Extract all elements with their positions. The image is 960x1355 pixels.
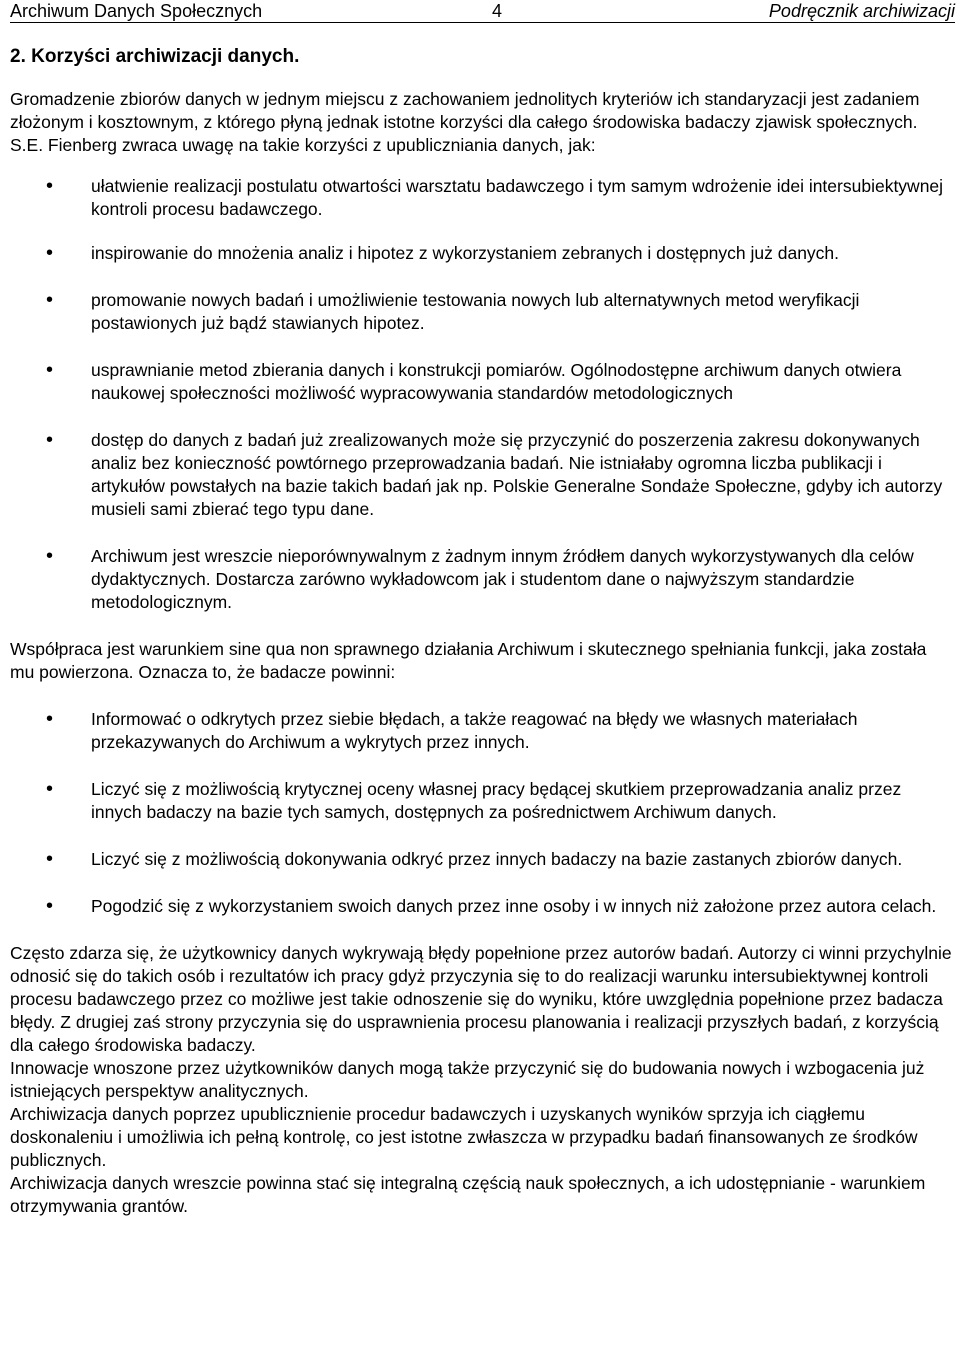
- page-number: 4: [492, 1, 503, 21]
- closing-paragraph: Archiwizacja danych poprzez upublicznienie procedur badawczych i uzyskanych wyników sprzyja ich ciągłemu doskonaleniu i umożliwia ich pełną kontrolę, co jest istotne zwłaszcza w przypadku badań finansowanych ze środków publicznych.: [10, 1104, 918, 1170]
- list-item-text: Archiwum jest wreszcie nieporównywalnym z żadnym innym źródłem danych wykorzystywanych dla celów dydaktycznych. Dostarcza zarówno wykładowcom jak i studentom dane o najwyższym standardzie metodologicznym.: [91, 546, 914, 612]
- bullet-icon: •: [46, 242, 54, 264]
- section-title: 2. Korzyści archiwizacji danych.: [10, 46, 300, 67]
- list-item: [10, 289, 955, 335]
- list-item: [10, 242, 955, 265]
- list-item-text: inspirowanie do mnożenia analiz i hipotez z wykorzystaniem zebranych i dostępnych już danych.: [91, 243, 840, 263]
- bullet-icon: •: [46, 895, 54, 917]
- bullet-icon: •: [46, 289, 54, 311]
- bullet-icon: •: [46, 708, 54, 730]
- list-item-text: Informować o odkrytych przez siebie błędach, a także reagować na błędy we własnych materiałach przekazywanych do Archiwum a wykrytych przez innych.: [91, 709, 858, 752]
- list-item: [10, 429, 955, 521]
- bullet-icon: •: [46, 545, 54, 567]
- list-item: [10, 359, 955, 405]
- header-title: Archiwum Danych Społecznych: [10, 1, 263, 21]
- list-item-text: Liczyć się z możliwością dokonywania odkryć przez innych badaczy na bazie zastanych zbiorów danych.: [91, 849, 903, 869]
- bullet-icon: •: [46, 848, 54, 870]
- list-item: [10, 848, 955, 871]
- list-item: [10, 778, 955, 824]
- list-item-text: Liczyć się z możliwością krytycznej oceny własnej pracy będącej skutkiem przeprowadzania analiz przez innych badaczy na bazie tych samych, dostępnych za pośrednictwem Archiwum danych.: [91, 779, 902, 822]
- cooperation-paragraph: Współpraca jest warunkiem sine qua non sprawnego działania Archiwum i skutecznego spełniania funkcji, jaka została mu powierzona. Oznacza to, że badacze powinni:: [10, 639, 927, 682]
- researcher-duties-list: [10, 708, 955, 918]
- benefits-list: [10, 175, 955, 614]
- closing-paragraph: Często zdarza się, że użytkownicy danych wykrywają błędy popełnione przez autorów badań. Autorzy ci winni przychylnie odnosić się do takich osób i rezultatów ich pracy gdyż przyczynia się to do realizacji warunku intersubiektywnej kontroli procesu badawczego przez co możliwe jest takie odnoszenie się do wyniku, które uwzględnia popełnione przez badacza błędy. Z drugiej zaś strony przyczynia się do usprawnienia procesu planowania i realizacji przyszłych badań, z korzyścią dla całego środowiska badaczy.: [10, 943, 952, 1055]
- intro-paragraph: Gromadzenie zbiorów danych w jednym miejscu z zachowaniem jednolitych kryteriów ich standaryzacji jest zadaniem złożonym i kosztownym, z którego płyną jednak istotne korzyści dla całego środowiska badaczy zjawisk społecznych.: [10, 89, 920, 132]
- intro-lead-paragraph: S.E. Fienberg zwraca uwagę na takie korzyści z upubliczniania danych, jak:: [10, 135, 596, 155]
- closing-paragraph: Archiwizacja danych wreszcie powinna stać się integralną częścią nauk społecznych, a ich udostępnianie - warunkiem otrzymywania grantów.: [10, 1173, 926, 1216]
- bullet-icon: •: [46, 175, 54, 197]
- bullet-icon: •: [46, 359, 54, 381]
- bullet-icon: •: [46, 778, 54, 800]
- list-item-text: usprawnianie metod zbierania danych i konstrukcji pomiarów. Ogólnodostępne archiwum danych otwiera naukowej społeczności możliwość wypracowywania standardów metodologicznych: [91, 360, 902, 403]
- header-document-name: Podręcznik archiwizacji: [768, 1, 955, 21]
- list-item: [10, 175, 955, 221]
- list-item: [10, 545, 955, 614]
- closing-paragraph: Innowacje wnoszone przez użytkowników danych mogą także przyczynić się do budowania nowych i wzbogacenia już istniejących perspektyw analitycznych.: [10, 1058, 925, 1101]
- list-item: [10, 895, 955, 918]
- bullet-icon: •: [46, 429, 54, 451]
- document-body: [10, 46, 955, 1218]
- list-item-text: dostęp do danych z badań już zrealizowanych może się przyczynić do poszerzenia zakresu dokonywanych analiz bez konieczność powtórnego przeprowadzania badań. Nie istniałaby ogromna liczba publikacji i artykułów powstałych na bazie takich badań jak np. Polskie Generalne Sondaże Społeczne, gdyby ich autorzy musieli sami zbierać tego typu dane.: [91, 430, 943, 519]
- list-item: [10, 708, 955, 754]
- page-header: [10, 0, 955, 23]
- list-item-text: Pogodzić się z wykorzystaniem swoich danych przez inne osoby i w innych niż założone przez autora celach.: [91, 896, 937, 916]
- list-item-text: promowanie nowych badań i umożliwienie testowania nowych lub alternatywnych metod weryfikacji postawionych już bądź stawianych hipotez.: [91, 290, 860, 333]
- list-item-text: ułatwienie realizacji postulatu otwartości warsztatu badawczego i tym samym wdrożenie idei intersubiektywnej kontroli procesu badawczego.: [91, 176, 944, 219]
